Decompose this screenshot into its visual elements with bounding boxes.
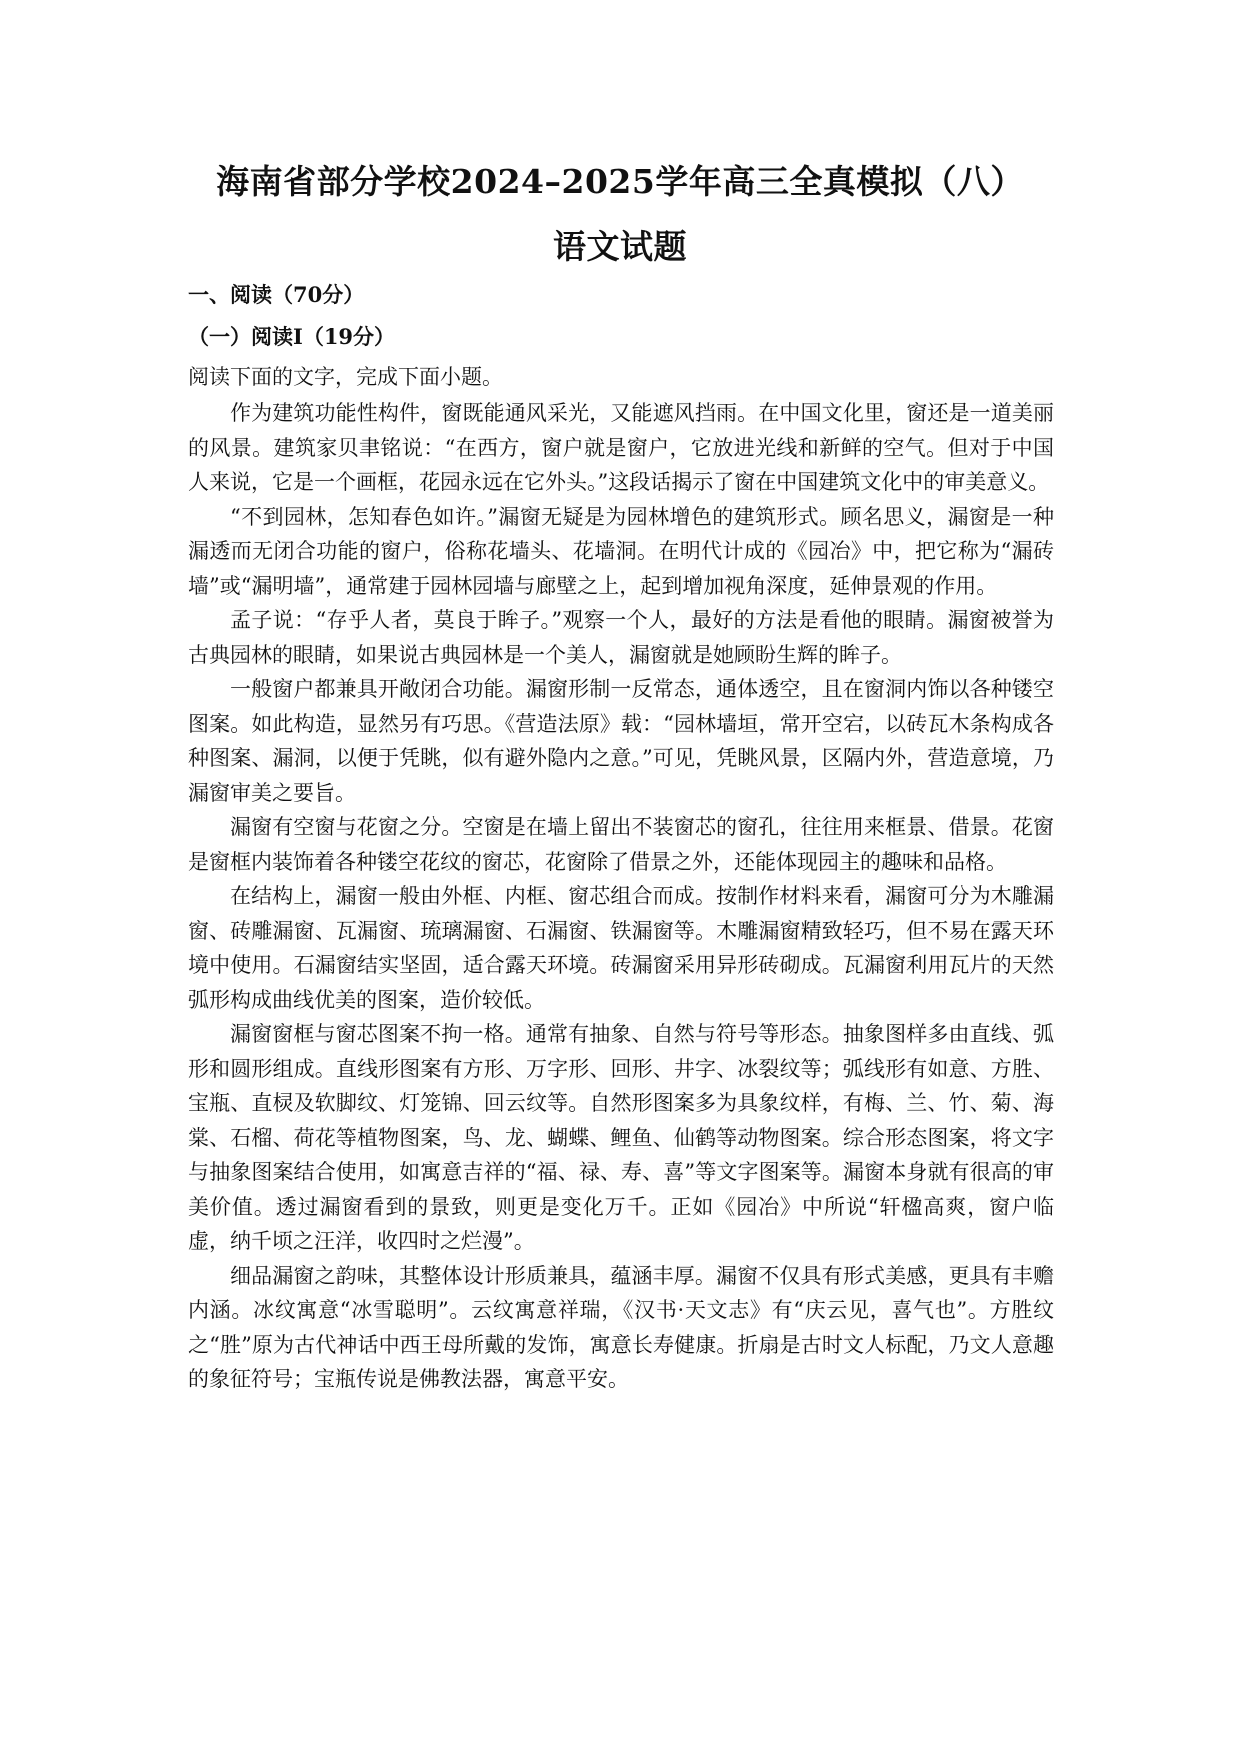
passage-paragraph-4: 一般窗户都兼具开敞闭合功能。漏窗形制一反常态，通体透空，且在窗洞内饰以各种镂空图案。如此构造，显然另有巧思。《营造法原》载：“园林墙垣，常开空宕，以砖瓦木条构成各种图案、漏洞，以便于凭眺，似有避外隐内之意。”可见，凭眺风景，区隔内外，营造意境，乃漏窗审美之要旨。 — [188, 677, 1054, 805]
section-heading: 一、阅读（70分） — [188, 282, 365, 307]
reading-instruction: 阅读下面的文字，完成下面小题。 — [188, 365, 503, 389]
passage-paragraph-1: 作为建筑功能性构件，窗既能通风采光，又能遮风挡雨。在中国文化里，窗还是一道美丽的风景。建筑家贝聿铭说：“在西方，窗户就是窗户，它放进光线和新鲜的空气。但对于中国人来说，它是一个画框，花园永远在它外头。”这段话揭示了窗在中国建筑文化中的审美意义。 — [188, 401, 1054, 494]
exam-subtitle: 语文试题 — [553, 227, 687, 266]
subsection-heading: （一）阅读Ⅰ（19分） — [188, 324, 396, 349]
passage-paragraph-6: 在结构上，漏窗一般由外框、内框、窗芯组合而成。按制作材料来看，漏窗可分为木雕漏窗、砖雕漏窗、瓦漏窗、琉璃漏窗、石漏窗、铁漏窗等。木雕漏窗精致轻巧，但不易在露天环境中使用。石漏窗结实坚固，适合露天环境。砖漏窗采用异形砖砌成。瓦漏窗利用瓦片的天然弧形构成曲线优美的图案，造价较低。 — [188, 884, 1054, 1012]
passage-paragraph-5: 漏窗有空窗与花窗之分。空窗是在墙上留出不装窗芯的窗孔，往往用来框景、借景。花窗是窗框内装饰着各种镂空花纹的窗芯，花窗除了借景之外，还能体现园主的趣味和品格。 — [188, 815, 1054, 874]
passage-paragraph-7: 漏窗窗框与窗芯图案不拘一格。通常有抽象、自然与符号等形态。抽象图样多由直线、弧形和圆形组成。直线形图案有方形、万字形、回形、井字、冰裂纹等；弧线形有如意、方胜、宝瓶、直棂及软脚纹、灯笼锦、回云纹等。自然形图案多为具象纹样，有梅、兰、竹、菊、海棠、石榴、荷花等植物图案，鸟、龙、蝴蝶、鲤鱼、仙鹤等动物图案。综合形态图案，将文字与抽象图案结合使用，如寓意吉祥的“福、禄、寿、喜”等文字图案等。漏窗本身就有很高的审美价值。透过漏窗看到的景致，则更是变化万千。正如《园冶》中所说“轩楹高爽，窗户临虚，纳千顷之汪洋，收四时之烂漫”。 — [188, 1022, 1054, 1253]
exam-title: 海南省部分学校2024–2025学年高三全真模拟（八） — [216, 162, 1024, 201]
passage-paragraph-3: 孟子说：“存乎人者，莫良于眸子。”观察一个人，最好的方法是看他的眼睛。漏窗被誉为古典园林的眼睛，如果说古典园林是一个美人，漏窗就是她顾盼生辉的眸子。 — [188, 608, 1054, 667]
passage-paragraph-8: 细品漏窗之韵味，其整体设计形质兼具，蕴涵丰厚。漏窗不仅具有形式美感，更具有丰赡内涵。冰纹寓意“冰雪聪明”。云纹寓意祥瑞，《汉书·天文志》有“庆云见，喜气也”。方胜纹之“胜”原为古代神话中西王母所戴的发饰，寓意长寿健康。折扇是古时文人标配，乃文人意趣的象征符号；宝瓶传说是佛教法器，寓意平安。 — [188, 1263, 1054, 1391]
reading-passage — [188, 396, 1054, 1397]
passage-paragraph-2: “不到园林，怎知春色如许。”漏窗无疑是为园林增色的建筑形式。顾名思义，漏窗是一种漏透而无闭合功能的窗户，俗称花墙头、花墙洞。在明代计成的《园冶》中，把它称为“漏砖墙”或“漏明墙”，通常建于园林园墙与廊壁之上，起到增加视角深度，延伸景观的作用。 — [188, 504, 1054, 598]
